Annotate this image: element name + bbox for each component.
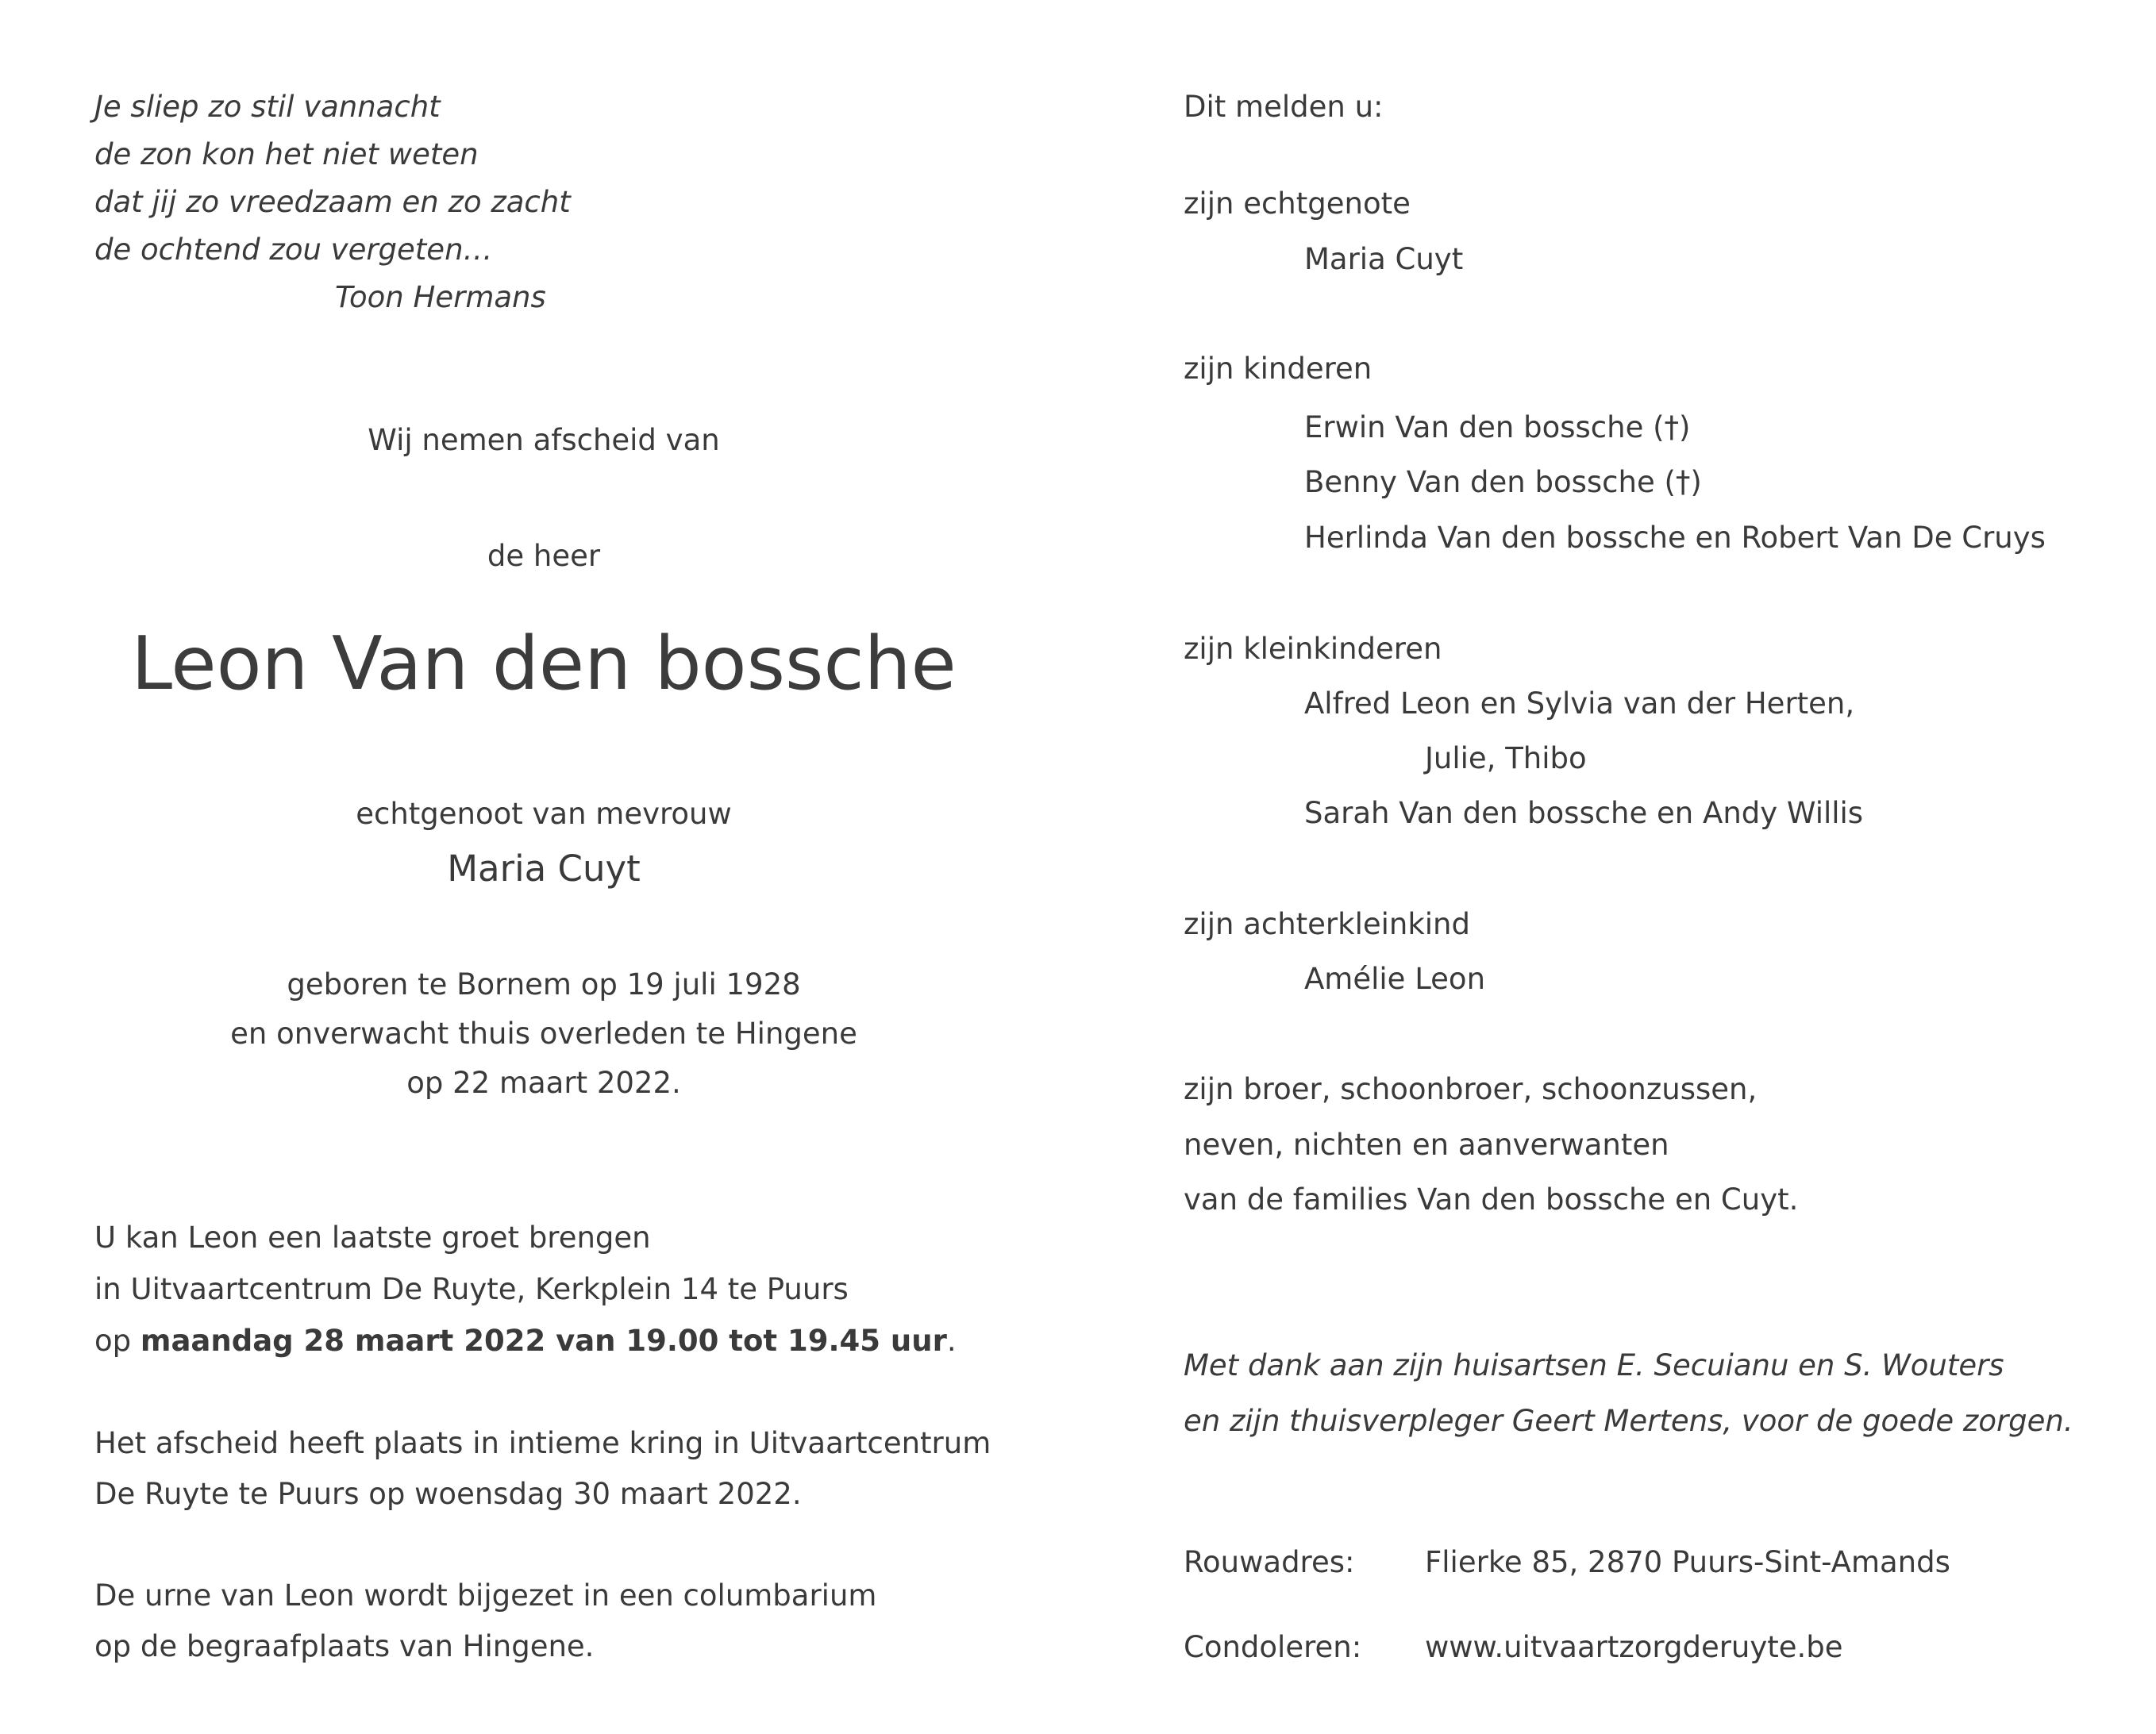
deceased-name: Leon Van den bossche — [131, 621, 957, 706]
spouse-section-label: zijn echtgenote — [1184, 186, 1411, 221]
grandchildren-line-1-children: Julie, Thibo — [1425, 741, 1587, 775]
visit-line-2: in Uitvaartcentrum De Ruyte, Kerkplein 14 te Puurs — [94, 1272, 849, 1306]
child-2: Benny Van den bossche (†) — [1304, 465, 1702, 499]
address-label: Rouwadres: — [1184, 1545, 1355, 1579]
condolence-link[interactable]: www.uitvaartzorgderuyte.be — [1425, 1630, 1843, 1664]
poem-line-1: Je sliep zo stil vannacht — [94, 90, 441, 124]
great-grandchild-name: Amélie Leon — [1304, 962, 1486, 996]
farewell-line-2: De Ruyte te Puurs op woensdag 30 maart 2022. — [94, 1477, 802, 1511]
poem-line-3: dat jij zo vreedzaam en zo zacht — [94, 185, 571, 219]
born-text: geboren te Bornem op 19 juli 1928 — [287, 967, 801, 1002]
condolence-label: Condoleren: — [1184, 1630, 1362, 1664]
died-date: op 22 maart 2022. — [406, 1066, 681, 1100]
child-3: Herlinda Van den bossche en Robert Van De Cruys — [1304, 521, 2046, 555]
family-line-3: van de families Van den bossche en Cuyt. — [1184, 1182, 1799, 1217]
spouse-label: echtgenoot van mevrouw — [356, 797, 732, 831]
thanks-line-1: Met dank aan zijn huisartsen E. Secuianu en S. Wouters — [1184, 1348, 2004, 1382]
child-1: Erwin Van den bossche (†) — [1304, 410, 1691, 444]
visit-datetime: maandag 28 maart 2022 van 19.00 tot 19.45 uur — [140, 1324, 947, 1358]
grandchildren-line-2: Sarah Van den bossche en Andy Willis — [1304, 796, 1864, 830]
visit-line-3 — [94, 1324, 957, 1358]
family-line-1: zijn broer, schoonbroer, schoonzussen, — [1184, 1072, 1758, 1106]
address-value: Flierke 85, 2870 Puurs-Sint-Amands — [1425, 1545, 1950, 1579]
visit-line-1: U kan Leon een laatste groet brengen — [94, 1221, 651, 1255]
visit-prefix: op — [94, 1324, 141, 1358]
visit-suffix: . — [946, 1324, 957, 1358]
family-line-2: neven, nichten en aanverwanten — [1184, 1128, 1669, 1162]
grandchildren-line-1: Alfred Leon en Sylvia van der Herten, — [1304, 686, 1855, 721]
urn-line-2: op de begraafplaats van Hingene. — [94, 1629, 595, 1663]
children-label: zijn kinderen — [1184, 352, 1373, 386]
poem-line-4: de ochtend zou vergeten… — [94, 233, 493, 267]
farewell-line-1: Het afscheid heeft plaats in intieme kring in Uitvaartcentrum — [94, 1426, 991, 1460]
grandchildren-label: zijn kleinkinderen — [1184, 632, 1442, 666]
great-grandchild-label: zijn achterkleinkind — [1184, 907, 1470, 941]
announce-text: Dit melden u: — [1184, 90, 1384, 124]
intro-text: Wij nemen afscheid van — [368, 423, 720, 457]
spouse-section-name: Maria Cuyt — [1304, 242, 1464, 276]
deceased-title: de heer — [487, 539, 601, 573]
thanks-line-2: en zijn thuisverpleger Geert Mertens, voor de goede zorgen. — [1184, 1404, 2073, 1438]
died-text: en onverwacht thuis overleden te Hingene — [230, 1017, 857, 1051]
spouse-name: Maria Cuyt — [447, 848, 641, 890]
poem-author: Toon Hermans — [335, 280, 546, 314]
poem-line-2: de zon kon het niet weten — [94, 137, 479, 171]
urn-line-1: De urne van Leon wordt bijgezet in een columbarium — [94, 1578, 877, 1613]
